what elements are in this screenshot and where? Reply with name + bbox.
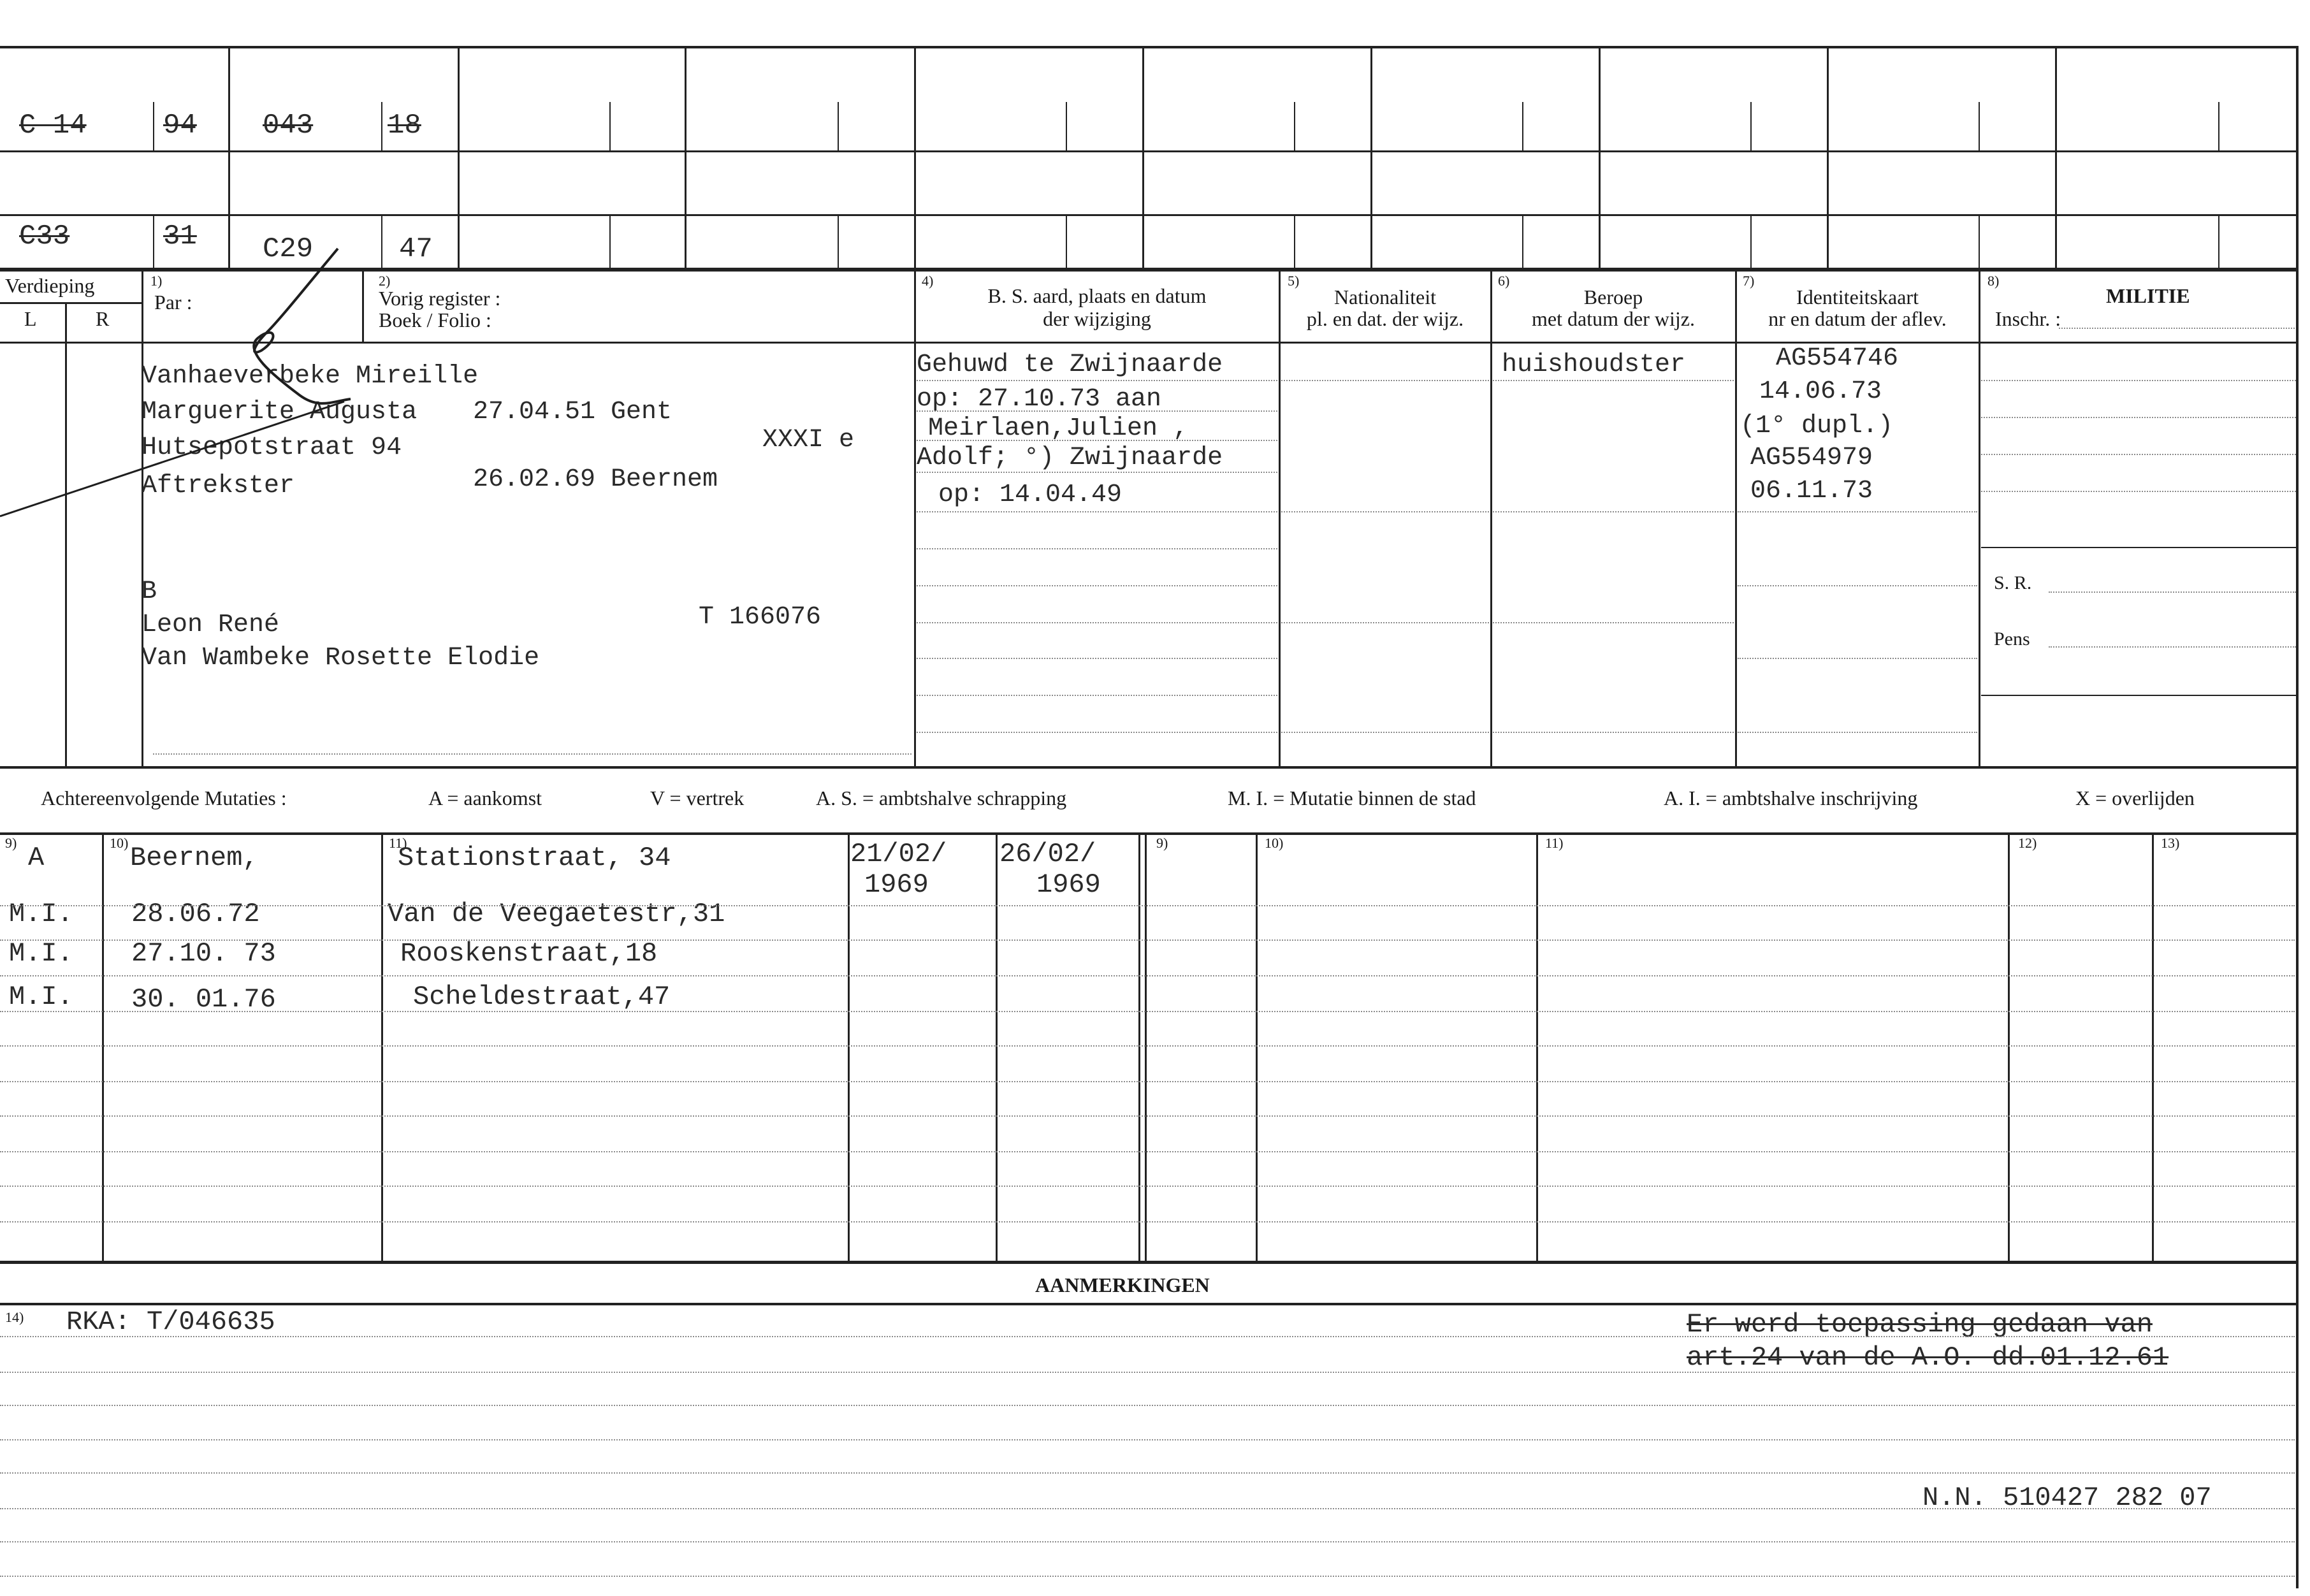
mut-row-1-date1b: 1969 <box>864 869 929 900</box>
person-mother: Van Wambeke Rosette Elodie <box>142 644 540 672</box>
par-label: Par : <box>154 291 192 314</box>
national-number: N.N. 510427 282 07 <box>1922 1483 2212 1513</box>
mut-row-3-type: M.I. <box>9 938 73 969</box>
bs-line-5: op: 14.04.49 <box>938 481 1122 509</box>
l-label: L <box>24 307 37 330</box>
mut-row-4-type: M.I. <box>9 982 73 1012</box>
note-7: 7) <box>1743 273 1755 289</box>
note-10: 10) <box>110 835 129 851</box>
mut-row-2-street: Van de Veegaetestr,31 <box>388 899 725 929</box>
top-cell-r1-c2: 94 <box>163 110 197 141</box>
legend-as: A. S. = ambtshalve schrapping <box>816 787 1067 809</box>
pens-label: Pens <box>1994 628 2030 649</box>
id-line-1: AG554746 <box>1776 344 1899 373</box>
remarks-title: AANMERKINGEN <box>1035 1273 1210 1296</box>
mut-row-1-date2b: 1969 <box>1036 869 1101 900</box>
mut-row-3-place: 27.10. 73 <box>131 938 276 969</box>
legend-v: V = vertrek <box>650 787 745 809</box>
person-mark: XXXI e <box>762 426 855 454</box>
person-b-marker: B <box>142 577 157 606</box>
id-line-5: 06.11.73 <box>1750 477 1873 505</box>
top-cell-r2-c3: C29 <box>263 233 314 265</box>
mut-row-1-date2a: 26/02/ <box>999 839 1096 869</box>
id-header-1: Identiteitskaart <box>1796 286 1919 308</box>
note-11: 11) <box>389 835 407 851</box>
note-8: 8) <box>1987 273 2000 289</box>
beroep-header-2: met datum der wijz. <box>1532 307 1695 330</box>
note-6: 6) <box>1498 273 1510 289</box>
note-13: 13) <box>2161 835 2180 851</box>
bs-header-2: der wijziging <box>1043 307 1151 330</box>
bs-line-4: Adolf; °) Zwijnaarde <box>917 444 1223 472</box>
note-14: 14) <box>5 1309 24 1325</box>
mut-row-1-place: Beernem, <box>130 843 259 873</box>
top-cell-r2-c4: 47 <box>399 233 433 265</box>
person-arrival: 26.02.69 Beernem <box>473 465 718 494</box>
vorig-register-label: Vorig register : <box>379 287 501 310</box>
r-label: R <box>96 307 110 330</box>
note-5: 5) <box>1288 273 1300 289</box>
person-occupation: Aftrekster <box>142 472 295 500</box>
bs-line-2: op: 27.10.73 aan <box>917 385 1162 414</box>
mut-row-4-place: 30. 01.76 <box>131 984 276 1015</box>
bs-header-1: B. S. aard, plaats en datum <box>987 284 1207 307</box>
sr-label: S. R. <box>1994 572 2032 593</box>
id-line-4: AG554979 <box>1750 444 1873 472</box>
person-address: Hutsepotstraat 94 <box>142 433 402 462</box>
note-10b: 10) <box>1265 835 1284 851</box>
verdieping-label: Verdieping <box>5 274 95 297</box>
legend-title: Achtereenvolgende Mutaties : <box>41 787 287 809</box>
beroep-header-1: Beroep <box>1583 286 1643 308</box>
note-4: 4) <box>922 273 934 289</box>
beroep-value: huishoudster <box>1502 351 1686 379</box>
legend-ai: A. I. = ambtshalve inschrijving <box>1664 787 1918 809</box>
nat-header-2: pl. en dat. der wijz. <box>1306 307 1464 330</box>
top-cell-r1-c1: C 14 <box>19 110 87 141</box>
top-cell-r2-c2: 31 <box>163 221 197 252</box>
person-father: Leon René <box>142 611 280 639</box>
legend-a: A = aankomst <box>428 787 542 809</box>
top-cell-r1-c3: 043 <box>263 110 314 141</box>
mut-row-1-street: Stationstraat, 34 <box>398 843 671 873</box>
id-line-3: (1° dupl.) <box>1740 412 1894 440</box>
person-given-names: Marguerite Augusta <box>142 398 418 426</box>
mut-row-2-place: 28.06.72 <box>131 899 260 929</box>
handwritten-stroke-icon <box>0 242 395 535</box>
mut-row-4-street: Scheldestraat,47 <box>413 982 671 1012</box>
bs-line-1: Gehuwd te Zwijnaarde <box>917 351 1223 379</box>
legend-mi: M. I. = Mutatie binnen de stad <box>1228 787 1476 809</box>
militie-header: MILITIE <box>2106 284 2190 307</box>
inschr-label: Inschr. : <box>1995 307 2061 330</box>
mut-row-1-type: A <box>28 843 45 873</box>
bs-line-3: Meirlaen,Julien , <box>928 414 1189 443</box>
legend-x: X = overlijden <box>2075 787 2195 809</box>
nat-header-1: Nationaliteit <box>1334 286 1436 308</box>
rka-number: RKA: T/046635 <box>66 1307 275 1337</box>
top-cell-r2-c1: C33 <box>19 221 70 252</box>
id-line-2: 14.06.73 <box>1759 377 1882 406</box>
mut-row-2-type: M.I. <box>9 899 73 929</box>
mut-row-3-street: Rooskenstraat,18 <box>400 938 658 969</box>
top-cell-r1-c4: 18 <box>388 110 421 141</box>
note-9: 9) <box>5 835 17 851</box>
boek-folio-label: Boek / Folio : <box>379 308 491 331</box>
struck-remark-1: Er werd toepassing gedaan van <box>1687 1309 2153 1340</box>
mut-row-1-date1a: 21/02/ <box>850 839 947 869</box>
person-name: Vanhaeverbeke Mireille <box>142 362 479 391</box>
id-header-2: nr en datum der aflev. <box>1768 307 1947 330</box>
note-9b: 9) <box>1156 835 1168 851</box>
person-birth: 27.04.51 Gent <box>473 398 672 426</box>
note-11b: 11) <box>1545 835 1564 851</box>
note-1: 1) <box>150 273 163 289</box>
note-12: 12) <box>2018 835 2037 851</box>
note-2: 2) <box>379 273 391 289</box>
struck-remark-2: art.24 van de A.O. dd.01.12.61 <box>1687 1342 2169 1373</box>
person-t-number: T 166076 <box>699 603 822 632</box>
